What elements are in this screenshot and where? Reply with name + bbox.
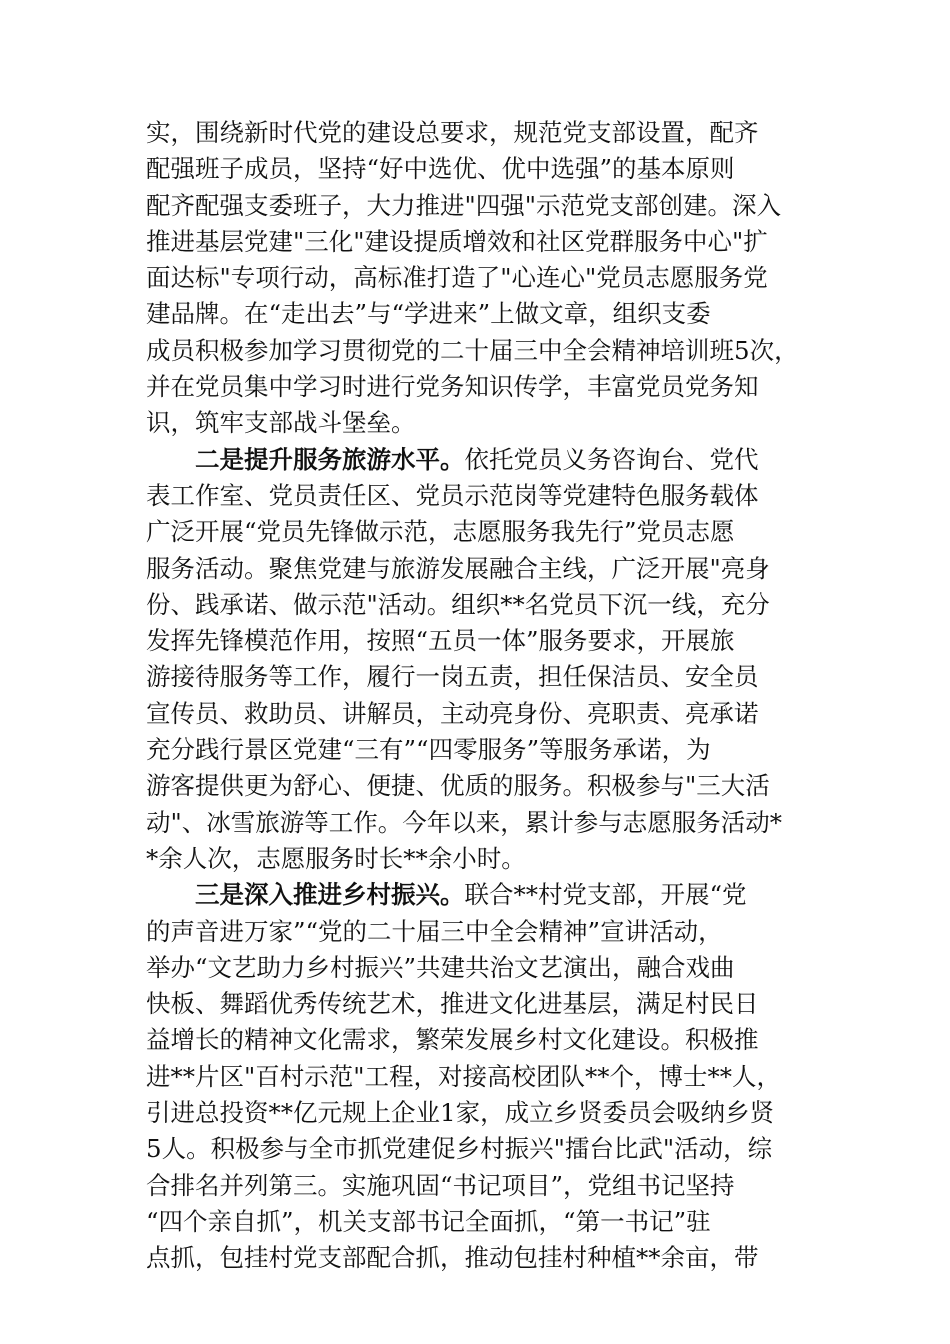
text-line: 份、践承诺、做示范"活动。组织**名党员下沉一线，充分 xyxy=(146,589,770,619)
text-line: 合排名并列第三。实施巩固“书记项目”，党组书记坚持 xyxy=(146,1170,735,1200)
text-line: 的声音进万家”“党的二十届三中全会精神”宣讲活动， xyxy=(146,916,723,946)
text-line: 发挥先锋模范作用，按照“五员一体”服务要求，开展旅 xyxy=(146,626,735,656)
text-line: 充分践行景区党建“三有”“四零服务”等服务承诺，为 xyxy=(146,735,711,765)
text-line: 动"、冰雪旅游等工作。今年以来，累计参与志愿服务活动* xyxy=(146,807,783,837)
text-line: 联合**村党支部，开展“党 xyxy=(464,880,747,910)
text-line: 益增长的精神文化需求，繁荣发展乡村文化建设。积极推 xyxy=(146,1025,759,1055)
document-body xyxy=(146,115,836,1277)
text-line: 面达标"专项行动，高标准打造了"心连心"党员志愿服务党 xyxy=(146,263,768,293)
text-line: 举办“文艺助力乡村振兴”共建共治文艺演出，融合戏曲 xyxy=(146,952,735,982)
text-line: 建品牌。在“走出去”与“学进来”上做文章，组织支委 xyxy=(146,299,711,329)
section-heading: 三是深入推进乡村振兴。 xyxy=(195,880,465,910)
text-line: 配强班子成员，坚持“好中选优、优中选强”的基本原则 xyxy=(146,154,735,184)
paragraph-first-line xyxy=(146,442,836,478)
text-line: 广泛开展“党员先锋做示范，志愿服务我先行”党员志愿 xyxy=(146,517,735,547)
text-line: 进**片区"百村示范"工程，对接高校团队**个，博士**人， xyxy=(146,1061,782,1091)
text-line: 表工作室、党员责任区、党员示范岗等党建特色服务载体 xyxy=(146,480,759,510)
text-line: 配齐配强支委班子，大力推进"四强"示范党支部创建。深入 xyxy=(146,190,782,220)
text-line: 游客提供更为舒心、便捷、优质的服务。积极参与"三大活 xyxy=(146,771,770,801)
text-line: 成员积极参加学习贯彻党的二十届三中全会精神培训班5次， xyxy=(146,335,799,365)
text-line: 快板、舞蹈优秀传统艺术，推进文化进基层，满足村民日 xyxy=(146,989,759,1019)
text-line: 游接待服务等工作，履行一岗五责，担任保洁员、安全员 xyxy=(146,662,759,692)
text-line: 推进基层党建"三化"建设提质增效和社区党群服务中心"扩 xyxy=(146,226,768,256)
paragraph-first-line xyxy=(146,877,836,913)
text-line: 点抓，包挂村党支部配合抓，推动包挂村种植**余亩，带 xyxy=(146,1243,759,1273)
section-heading: 二是提升服务旅游水平。 xyxy=(195,444,465,474)
text-line: 宣传员、救助员、讲解员，主动亮身份、亮职责、亮承诺 xyxy=(146,698,759,728)
text-line: 并在党员集中学习时进行党务知识传学，丰富党员党务知 xyxy=(146,372,759,402)
text-line: “四个亲自抓”，机关支部书记全面抓，“第一书记”驻 xyxy=(146,1206,711,1236)
text-line: 5人。积极参与全市抓党建促乡村振兴"擂台比武"活动，综 xyxy=(146,1134,773,1164)
text-line: *余人次，志愿服务时长**余小时。 xyxy=(146,843,526,873)
text-line: 引进总投资**亿元规上企业1家，成立乡贤委员会吸纳乡贤 xyxy=(146,1098,775,1128)
text-line: 识，筑牢支部战斗堡垒。 xyxy=(146,408,416,438)
text-line: 实，围绕新时代党的建设总要求，规范党支部设置，配齐 xyxy=(146,118,759,147)
text-line: 依托党员义务咨询台、党代 xyxy=(464,444,759,474)
text-line: 服务活动。聚焦党建与旅游发展融合主线，广泛开展"亮身 xyxy=(146,553,770,583)
